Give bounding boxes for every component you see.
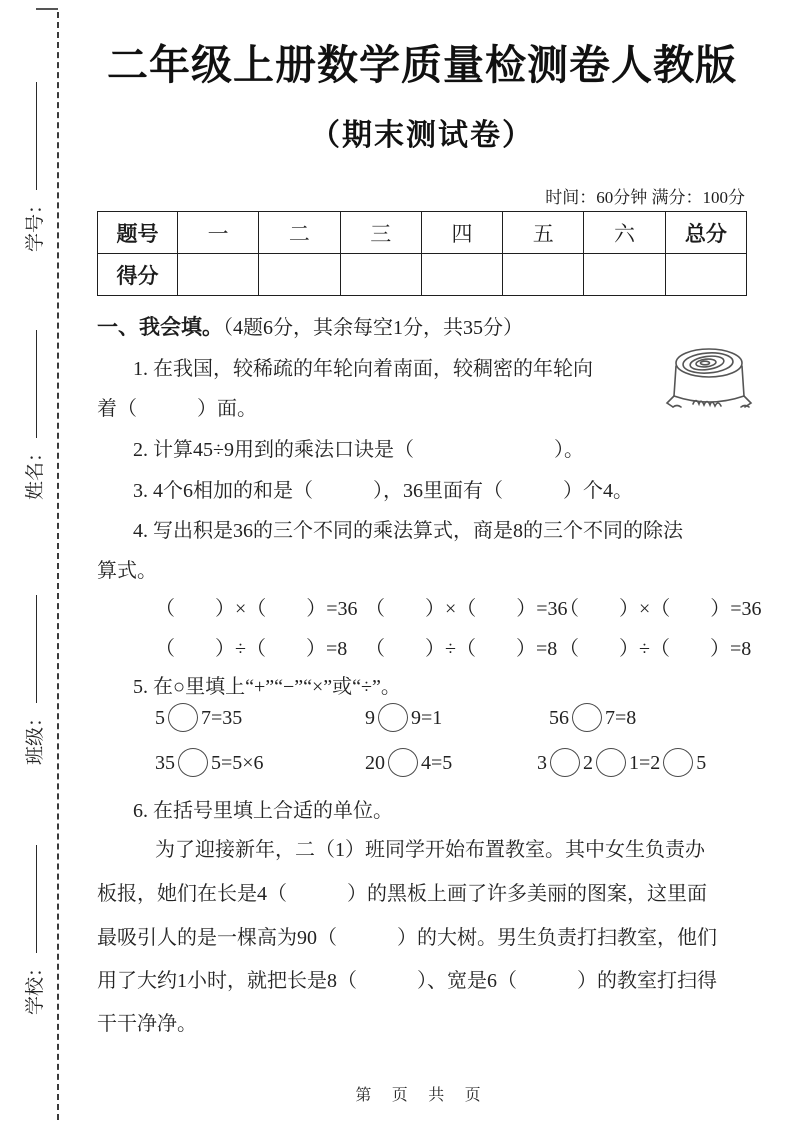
score-table-header-cell: 总分 — [665, 212, 746, 254]
operator-circle-blank — [663, 748, 693, 777]
score-table-header-cell: 六 — [584, 212, 665, 254]
operator-circle-blank — [378, 703, 408, 732]
q4-division-equation: （ ）÷（ ）=8 — [155, 638, 348, 660]
q4-division-equation: （ ）÷（ ）=8 — [365, 638, 558, 660]
q4-division-equation: （ ）÷（ ）=8 — [559, 638, 752, 660]
score-table — [97, 211, 747, 296]
score-cell-empty — [178, 254, 259, 296]
section-one-points-note: （4题6分，其余每空1分，共35分） — [223, 317, 523, 339]
score-table-header-cell: 一 — [178, 212, 259, 254]
question-6-paragraph-line: 干干净净。 — [97, 1013, 197, 1035]
question-5-heading: 5. 在○里填上“+”“−”“×”或“÷”。 — [133, 676, 401, 698]
question-6-paragraph-line: 板报，她们在长是4（ ）的黑板上画了许多美丽的图案，这里面 — [97, 883, 707, 905]
q5-circle-equation: 9 9=1 — [365, 703, 442, 732]
margin-label-school — [20, 845, 47, 1015]
score-table-header-row — [98, 212, 747, 254]
margin-label-student-no — [20, 82, 47, 252]
q5-circle-equation: 56 7=8 — [549, 703, 636, 732]
student-no-blank-line — [36, 82, 37, 190]
class-blank-line — [36, 595, 37, 703]
score-cell-empty — [259, 254, 340, 296]
score-table-header-cell: 三 — [340, 212, 421, 254]
q5-circle-equation: 5 7=35 — [155, 703, 242, 732]
class-label: 班级： — [25, 707, 46, 765]
section-one-heading — [97, 311, 523, 341]
page-title: 二年级上册数学质量检测卷人教版 — [107, 42, 737, 88]
score-table-header-cell: 题号 — [98, 212, 178, 254]
tree-stump-image — [663, 338, 759, 420]
page-subtitle: （期末测试卷） — [310, 119, 534, 152]
score-table-score-row — [98, 254, 747, 296]
margin-label-name — [20, 330, 47, 500]
time-score-meta: 时间：60分钟 满分：100分 — [545, 188, 745, 207]
student-no-label: 学号： — [25, 194, 46, 252]
operator-circle-blank — [178, 748, 208, 777]
binding-dashed-line — [57, 12, 59, 1120]
question-4-line-2: 算式。 — [97, 560, 157, 582]
school-label: 学校： — [25, 957, 46, 1015]
operator-circle-blank — [572, 703, 602, 732]
q5-circle-equation: 3 2 1=2 5 — [537, 748, 706, 777]
question-3: 3. 4个6相加的和是（ ），36里面有（ ）个4。 — [133, 480, 633, 502]
q4-multiplication-equation: （ ）×（ ）=36 — [559, 598, 762, 620]
question-4-line-1: 4. 写出积是36的三个不同的乘法算式，商是8的三个不同的除法 — [133, 520, 683, 542]
score-cell-empty — [340, 254, 421, 296]
score-table-header-cell: 五 — [503, 212, 584, 254]
q5-circle-equation: 35 5=5×6 — [155, 748, 264, 777]
question-2: 2. 计算45÷9用到的乘法口诀是（ ）。 — [133, 439, 584, 461]
operator-circle-blank — [388, 748, 418, 777]
score-row-label: 得分 — [98, 254, 178, 296]
score-cell-empty — [584, 254, 665, 296]
operator-circle-blank — [596, 748, 626, 777]
question-1-line-2: 着（ ）面。 — [97, 398, 257, 420]
score-cell-empty — [503, 254, 584, 296]
score-table-header-cell: 四 — [421, 212, 502, 254]
name-blank-line — [36, 330, 37, 438]
question-6-paragraph-line: 用了大约1小时，就把长是8（ ）、宽是6（ ）的教室打扫得 — [97, 970, 717, 992]
scan-corner-mark — [36, 8, 58, 18]
name-label: 姓名： — [25, 442, 46, 500]
q4-multiplication-equation: （ ）×（ ）=36 — [365, 598, 568, 620]
q4-multiplication-equation: （ ）×（ ）=36 — [155, 598, 358, 620]
question-6-heading: 6. 在括号里填上合适的单位。 — [133, 800, 393, 822]
margin-label-class — [20, 595, 47, 765]
score-cell-empty — [421, 254, 502, 296]
question-1-line-1: 1. 在我国，较稀疏的年轮向着南面，较稠密的年轮向 — [133, 358, 593, 380]
paper-content — [97, 0, 762, 1122]
operator-circle-blank — [550, 748, 580, 777]
school-blank-line — [36, 845, 37, 953]
score-table-header-cell: 二 — [259, 212, 340, 254]
section-one-title: 一、我会填。 — [97, 316, 223, 339]
operator-circle-blank — [168, 703, 198, 732]
question-6-paragraph-line: 为了迎接新年，二（1）班同学开始布置教室。其中女生负责办 — [155, 839, 705, 861]
question-6-paragraph-line: 最吸引人的是一棵高为90（ ）的大树。男生负责打扫教室，他们 — [97, 927, 717, 949]
score-cell-empty — [665, 254, 746, 296]
page-footer: 第 页 共 页 — [355, 1087, 489, 1104]
q5-circle-equation: 20 4=5 — [365, 748, 452, 777]
